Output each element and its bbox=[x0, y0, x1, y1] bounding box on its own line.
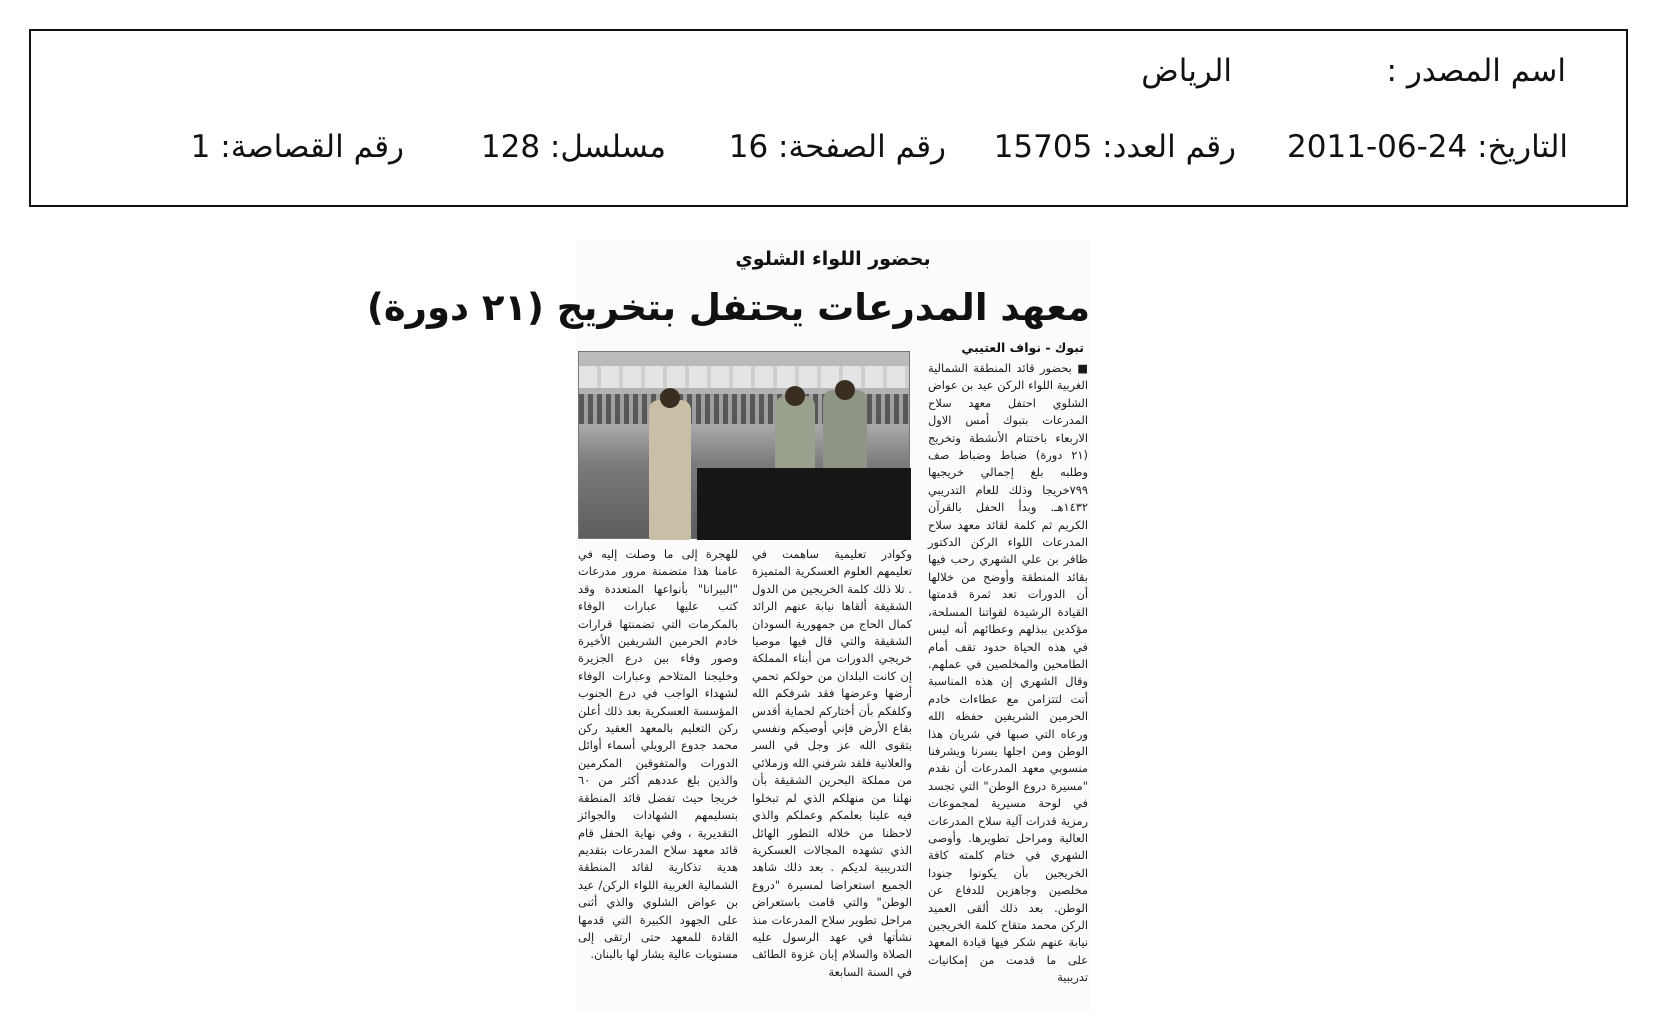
photo-head bbox=[835, 380, 855, 400]
article-headline: معهد المدرعات يحتفل بتخريج (٢١ دورة) bbox=[366, 286, 1090, 329]
article-subheadline: بحضور اللواء الشلوي bbox=[735, 248, 931, 270]
column-text: للهجرة إلى ما وصلت إليه في عامنا هذا متضمنة مرور مدرعات "البيرانا" بأنواعها المتعددة وقد كتب عليها عبارات الوفاء بالمكرمات التي تضمنتها قرارات خادم الحرمين الشريفين الأخيرة وصور وفاء بين درع الجزيرة وخليجنا المتلاحم وعبارات الوفاء لشهداء الواجب في درع الجنوب المؤسسة العسكرية بعد ذلك أعلن ركن التعليم بالمعهد العقيد ركن محمد جدوع الرويلي أسماء أوائل الدورات والمتفوقين المكرمين والذين بلغ عددهم أكثر من ٦٠ خريجا حيث تفضل قائد المنطقة بتسليمهم الشهادات والجوائز التقديرية ، وفي نهاية الحفل قام قائد معهد سلاح المدرعات بتقديم هدية تذكارية لقائد المنطقة الشمالية الغربية اللواء الركن/ عيد بن عواض الشلوي والذي أثنى على الجهود الكبيرة التي قدمها القادة للمعهد حتى ارتقى إلى مستويات عالية يشار لها بالبنان. bbox=[578, 547, 738, 962]
clipping-number-field: رقم القصاصة: 1 bbox=[190, 129, 404, 165]
page-number-field: رقم الصفحة: 16 bbox=[728, 129, 946, 165]
column-text: ■ بحضور قائد المنطقة الشمالية الغربية اللواء الركن عيد بن عواض الشلوي احتفل معهد سلاح المدرعات بتبوك أمس الاول الاربعاء باختتام الأنشطة وتخريج (٢١ دورة) ضباط وضباط صف وطلبه بلغ إجمالي خريجيها ٧٩٩خريجا وذلك للعام التدريبي ١٤٣٢هـ. وبدأ الحفل بالقرآن الكريم ثم كلمة لقائد معهد سلاح المدرعات اللواء الركن الدكتور ظافر بن علي الشهري رحب فيها بقائد المنطقة وأوضح من خلالها أن الدورات تعد ثمرة قدمتها القيادة الرشيدة لقواتنا المسلحة، مؤكدين ببذلهم وعطائهم أنه ليس في هذه الحياة حدود تقف أمام الطامحين والمخلصين في عملهم. وقال الشهري إن هذه المناسبة أتت لتتزامن مع عطاءات خادم الحرمين الشريفين حفظه الله ورعاه التي صبها في شريان هذا الوطن ومن اجلها يسرنا ويشرفنا منسوبي معهد المدرعات أن نقدم "مسيرة دروع الوطن" التي تجسد في لوحة مسيرية لمجموعات رمزية قدرات آلية سلاح المدرعات العالية ومراحل تطويرها. وأوصى الشهري في ختام كلمته كافة الخريجين بأن يكونوا جنودا مخلصين وجاهزين للدفاع عن الوطن. بعد ذلك ألقى العميد الركن محمد متقاح كلمة الخريجين نيابة عنهم شكر فيها قيادة المعهد على ما قدمت من إمكانيات تدريبية bbox=[928, 361, 1088, 985]
article-byline: تبوك - نواف العتيبي bbox=[961, 340, 1084, 355]
photo-canopy bbox=[579, 366, 909, 388]
newspaper-clipping bbox=[366, 240, 1090, 1012]
photo-graduate-figure bbox=[649, 400, 691, 540]
source-label: اسم المصدر : bbox=[1386, 53, 1566, 89]
article-column-middle bbox=[752, 546, 912, 981]
ceremony-photo bbox=[578, 351, 910, 539]
source-metadata-box bbox=[29, 29, 1628, 207]
serial-field: مسلسل: 128 bbox=[480, 129, 666, 165]
issue-number-field: رقم العدد: 15705 bbox=[993, 129, 1236, 165]
photo-podium-table bbox=[697, 468, 911, 540]
date-field: التاريخ: 24-06-2011 bbox=[1287, 129, 1568, 165]
photo-head bbox=[660, 388, 680, 408]
article-column-right bbox=[928, 360, 1088, 987]
article-column-left bbox=[578, 546, 738, 964]
column-text: وكوادر تعليمية ساهمت في تعليمهم العلوم العسكرية المتميزة . تلا ذلك كلمة الخريجين من الدول الشقيقة ألقاها نيابة عنهم الرائد كمال الحاج من جمهورية السودان الشقيقة والتي قال فيها موصيا خريجي الدورات من أبناء المملكة إن كانت البلدان من حولكم تحمي أرضها وعرضها فقد شرفكم الله وكلفكم بأن أختاركم لحماية أقدس بقاع الأرض فإني أوصيكم ونفسي بتقوى الله عز وجل في السر والعلانية فلقد شرفني الله وزملائي من مملكة البحرين الشقيقة بأن نهلنا من منهلكم الذي لم تبخلوا فيه علينا بعلمكم وعملكم والذي لاحظنا من خلاله التطور الهائل الذي تشهده المجالات العسكرية التدريبية لديكم . بعد ذلك شاهد الجميع استعراضا لمسيرة "دروع الوطن" والتي قامت باستعراض مراحل تطوير سلاح المدرعات منذ نشأتها في عهد الرسول عليه الصلاة والسلام إبان غزوة الطائف في السنة السابعة bbox=[752, 547, 912, 979]
source-value: الرياض bbox=[1141, 53, 1232, 89]
photo-head bbox=[785, 386, 805, 406]
